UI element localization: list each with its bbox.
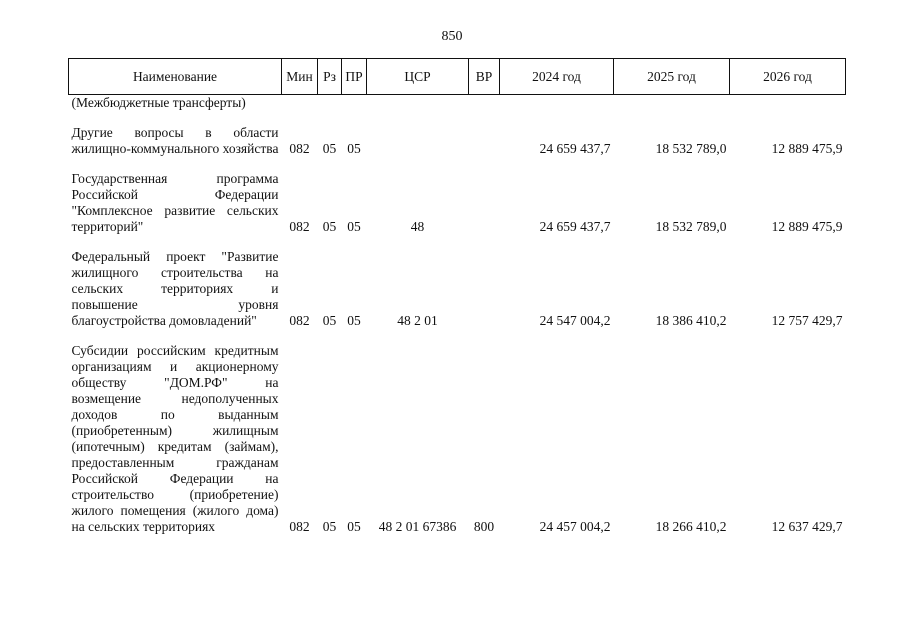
header-2025: 2025 год — [614, 59, 730, 95]
row-2025: 18 532 789,0 — [655, 141, 727, 156]
row-pr: 05 — [347, 219, 361, 234]
row-min: 082 — [289, 313, 310, 328]
header-csr: ЦСР — [367, 59, 469, 95]
row-2026: 12 637 429,7 — [771, 519, 843, 534]
table-row — [69, 171, 846, 235]
table-header — [69, 59, 846, 95]
row-2025: 18 266 410,2 — [655, 519, 727, 534]
row-vr: 800 — [473, 519, 495, 534]
row-rz: 05 — [322, 519, 337, 534]
row-csr: 48 2 01 — [397, 313, 438, 328]
row-vr — [469, 125, 500, 157]
row-pr: 05 — [347, 519, 361, 534]
row-rz: 05 — [322, 219, 337, 234]
row-pr: 05 — [347, 313, 361, 328]
header-2024: 2024 год — [500, 59, 614, 95]
row-name: Другие вопросы в области жилищно-коммунального хозяйства — [71, 125, 279, 156]
table-row — [69, 125, 846, 157]
row-2024: 24 547 004,2 — [539, 313, 611, 328]
continuation-row — [69, 95, 846, 112]
row-2024: 24 659 437,7 — [539, 141, 611, 156]
page-number: 850 — [441, 29, 463, 44]
row-name: Федеральный проект "Развитие жилищного строительства на сельских территориях и повышение уровня благоустройства домовладений" — [71, 249, 279, 328]
table-row — [69, 343, 846, 535]
row-min: 082 — [289, 141, 310, 156]
header-2026: 2026 год — [730, 59, 846, 95]
header-rz: Рз — [318, 59, 342, 95]
row-pr: 05 — [347, 141, 361, 156]
row-vr — [469, 171, 500, 235]
row-rz: 05 — [322, 313, 337, 328]
row-2024: 24 659 437,7 — [539, 219, 611, 234]
row-2026: 12 889 475,9 — [771, 219, 843, 234]
row-2024: 24 457 004,2 — [539, 519, 611, 534]
row-csr — [367, 125, 469, 157]
header-pr: ПР — [342, 59, 367, 95]
row-vr — [469, 249, 500, 329]
header-vr: ВР — [469, 59, 500, 95]
row-2026: 12 889 475,9 — [771, 141, 843, 156]
row-min: 082 — [289, 219, 310, 234]
continuation-label: (Межбюджетные трансферты) — [71, 95, 246, 110]
table-row — [69, 249, 846, 329]
header-min: Мин — [282, 59, 318, 95]
row-rz: 05 — [322, 141, 337, 156]
header-name: Наименование — [69, 59, 282, 95]
row-csr: 48 2 01 67386 — [378, 519, 457, 534]
row-2026: 12 757 429,7 — [771, 313, 843, 328]
budget-table — [68, 58, 846, 535]
row-2025: 18 386 410,2 — [655, 313, 727, 328]
row-name: Субсидии российским кредитным организациям и акционерному обществу "ДОМ.РФ" на возмещение недополученных доходов по выданным (приобретенным) жилищным (ипотечным) кредитам (займам), предоставленным гражданам Российской Федерации на строительство (приобретение) жилого помещения (жилого дома) на сельских территориях — [71, 343, 279, 534]
row-min: 082 — [289, 519, 310, 534]
row-2025: 18 532 789,0 — [655, 219, 727, 234]
row-name: Государственная программа Российской Федерации "Комплексное развитие сельских территорий" — [71, 171, 279, 234]
row-csr: 48 — [410, 219, 425, 234]
